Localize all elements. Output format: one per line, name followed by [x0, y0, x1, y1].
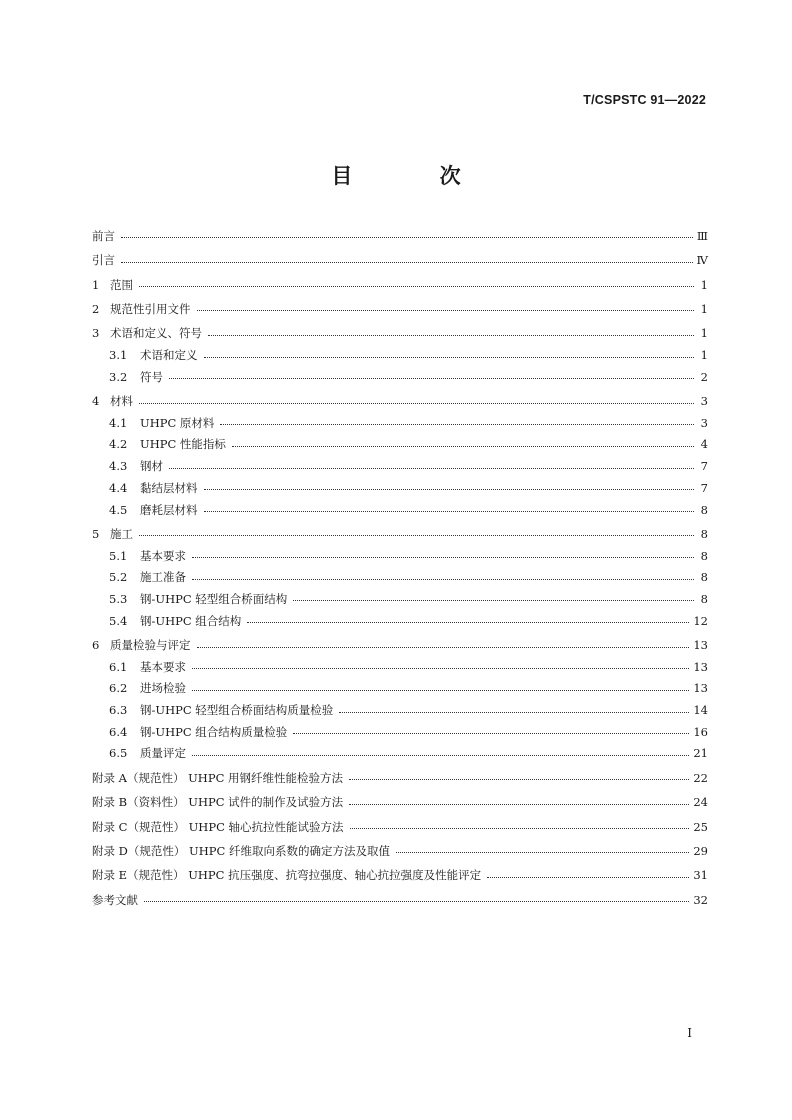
toc-entry-label: 质量评定 — [140, 746, 186, 761]
toc-entry-label: 术语和定义、符号 — [110, 326, 202, 341]
toc-leader-dots — [121, 237, 693, 238]
toc-leader-dots — [144, 901, 689, 902]
toc-entry-label: 钢-UHPC 组合结构 — [140, 613, 242, 628]
toc-entry-page: 32 — [693, 892, 708, 907]
toc-entry[interactable] — [92, 743, 708, 765]
toc-entry-label: UHPC 原材料 — [140, 415, 215, 430]
toc-leader-dots — [139, 403, 694, 404]
toc-entry-label: UHPC 性能指标 — [140, 437, 226, 452]
toc-entry-number: 6.3 — [109, 703, 128, 718]
toc-entry-page: 16 — [693, 724, 708, 739]
toc-entry[interactable] — [92, 767, 708, 789]
toc-leader-dots — [293, 733, 689, 734]
toc-entry-label: 磨耗层材料 — [140, 502, 198, 517]
toc-entry-page: 8 — [700, 502, 708, 517]
toc-leader-dots — [204, 511, 695, 512]
toc-entry-number: 4.2 — [109, 437, 128, 452]
toc-entry-number: 6.5 — [109, 746, 128, 761]
page-title: 目 次 — [331, 164, 501, 188]
toc-entry-label: 引言 — [92, 253, 115, 268]
toc-leader-dots — [247, 622, 689, 623]
toc-entry-label: 符号 — [140, 369, 163, 384]
toc-entry-label: 质量检验与评定 — [110, 638, 191, 653]
toc-leader-dots — [192, 579, 694, 580]
toc-leader-dots — [121, 262, 693, 263]
toc-leader-dots — [169, 468, 694, 469]
toc-entry-number: 2 — [92, 301, 100, 316]
toc-entry[interactable] — [92, 225, 708, 247]
toc-entry[interactable] — [92, 523, 708, 545]
toc-entry-label: 材料 — [110, 394, 133, 409]
toc-entry-page: 13 — [693, 638, 708, 653]
toc-leader-dots — [204, 357, 695, 358]
toc-entry-label: 施工 — [110, 526, 133, 541]
toc-entry[interactable] — [92, 390, 708, 412]
toc-entry-label: 黏结层材料 — [140, 480, 198, 495]
toc-leader-dots — [339, 712, 689, 713]
toc-leader-dots — [350, 828, 690, 829]
toc-entry-label: 术语和定义 — [140, 348, 198, 363]
toc-entry-page: 2 — [700, 369, 708, 384]
toc-entry[interactable] — [92, 249, 708, 271]
toc-entry[interactable] — [92, 678, 708, 700]
toc-leader-dots — [139, 535, 694, 536]
toc-leader-dots — [208, 335, 694, 336]
toc-leader-dots — [396, 852, 689, 853]
toc-entry-page: 14 — [693, 703, 708, 718]
toc-entry-number: 6.1 — [109, 659, 128, 674]
toc-entry-page: 13 — [693, 659, 708, 674]
toc-entry-label: 前言 — [92, 228, 115, 243]
toc-entry-label: 附录 C（规范性） UHPC 轴心抗拉性能试验方法 — [92, 819, 344, 834]
page-number: Ⅰ — [687, 1026, 692, 1040]
toc-entry[interactable] — [92, 889, 708, 911]
toc-entry[interactable] — [92, 840, 708, 862]
toc-entry-page: 3 — [700, 415, 708, 430]
toc-entry-page: 24 — [693, 795, 708, 810]
toc-entry-label: 钢材 — [140, 459, 163, 474]
toc-entry-number: 3.1 — [109, 348, 128, 363]
toc-entry-page: 4 — [700, 437, 708, 452]
toc-entry-page: 8 — [700, 591, 708, 606]
toc-entry[interactable] — [92, 274, 708, 296]
toc-entry-label: 附录 D（规范性） UHPC 纤维取向系数的确定方法及取值 — [92, 843, 390, 858]
toc-entry-label: 参考文献 — [92, 892, 138, 907]
toc-entry-page: 13 — [693, 681, 708, 696]
toc-leader-dots — [192, 557, 694, 558]
toc-leader-dots — [220, 424, 694, 425]
toc-entry[interactable] — [92, 566, 708, 588]
toc-entry[interactable] — [92, 656, 708, 678]
toc-entry-number: 4.1 — [109, 415, 128, 430]
toc-leader-dots — [232, 446, 694, 447]
toc-entry-number: 5.2 — [109, 570, 128, 585]
toc-entry[interactable] — [92, 634, 708, 656]
toc-entry-page: 1 — [700, 348, 708, 363]
toc-entry-page: 3 — [700, 394, 708, 409]
toc-leader-dots — [192, 755, 689, 756]
toc-entry-number: 4.5 — [109, 502, 128, 517]
toc-entry[interactable] — [92, 610, 708, 632]
toc-entry-label: 范围 — [110, 277, 133, 292]
toc-entry-number: 5.4 — [109, 613, 128, 628]
toc-entry-number: 5.1 — [109, 548, 128, 563]
toc-entry-page: 31 — [693, 868, 708, 883]
toc-leader-dots — [197, 647, 690, 648]
toc-entry-number: 4 — [92, 394, 100, 409]
toc-entry-label: 规范性引用文件 — [110, 301, 191, 316]
toc-entry-page: Ⅲ — [696, 228, 708, 243]
toc-leader-dots — [169, 378, 694, 379]
toc-entry[interactable] — [92, 412, 708, 434]
toc-leader-dots — [192, 668, 689, 669]
toc-entry-page: 29 — [693, 843, 708, 858]
toc-entry[interactable] — [92, 865, 708, 887]
toc-leader-dots — [204, 489, 695, 490]
toc-leader-dots — [197, 310, 695, 311]
toc-entry-label: 附录 A（规范性） UHPC 用钢纤维性能检验方法 — [92, 770, 344, 785]
toc-entry-page: 8 — [700, 570, 708, 585]
toc-entry[interactable] — [92, 366, 708, 388]
toc-entry-page: 8 — [700, 526, 708, 541]
toc-entry-number: 6.2 — [109, 681, 128, 696]
toc-entry-number: 3 — [92, 326, 100, 341]
toc-entry[interactable] — [92, 477, 708, 499]
toc-entry-label: 基本要求 — [140, 548, 186, 563]
toc-entry-number: 6.4 — [109, 724, 128, 739]
toc-leader-dots — [139, 286, 694, 287]
toc-entry-number: 4.3 — [109, 459, 128, 474]
toc-entry-label: 附录 E（规范性） UHPC 抗压强度、抗弯拉强度、轴心抗拉强度及性能评定 — [92, 868, 482, 883]
toc-entry[interactable] — [92, 499, 708, 521]
standard-code: T/CSPSTC 91—2022 — [583, 93, 706, 107]
toc-entry-page: 12 — [693, 613, 708, 628]
toc-entry-number: 4.4 — [109, 480, 128, 495]
toc-leader-dots — [349, 779, 689, 780]
toc-entry-label: 钢-UHPC 轻型组合桥面结构质量检验 — [140, 703, 334, 718]
toc-entry[interactable] — [92, 545, 708, 567]
toc-entry-page: 1 — [700, 326, 708, 341]
toc-entry-label: 基本要求 — [140, 659, 186, 674]
toc-entry[interactable] — [92, 455, 708, 477]
toc-entry[interactable] — [92, 699, 708, 721]
toc-entry[interactable] — [92, 323, 708, 345]
toc-entry[interactable] — [92, 816, 708, 838]
toc-entry[interactable] — [92, 298, 708, 320]
toc-entry[interactable] — [92, 344, 708, 366]
toc-entry-number: 6 — [92, 638, 100, 653]
toc-entry-number: 1 — [92, 277, 100, 292]
toc-entry-page: 7 — [700, 480, 708, 495]
toc-leader-dots — [487, 877, 689, 878]
toc-entry[interactable] — [92, 434, 708, 456]
toc-entry-number: 5.3 — [109, 591, 128, 606]
toc-entry-page: 22 — [693, 770, 708, 785]
toc-entry[interactable] — [92, 588, 708, 610]
toc-entry-page: Ⅳ — [696, 253, 708, 268]
toc-entry-number: 3.2 — [109, 369, 128, 384]
toc-entry[interactable] — [92, 721, 708, 743]
toc-entry-label: 钢-UHPC 轻型组合桥面结构 — [140, 591, 288, 606]
toc-entry-label: 进场检验 — [140, 681, 186, 696]
toc-entry-number: 5 — [92, 526, 100, 541]
toc-leader-dots — [293, 600, 694, 601]
toc-entry-page: 1 — [700, 277, 708, 292]
toc-entry-page: 7 — [700, 459, 708, 474]
toc-entry[interactable] — [92, 791, 708, 813]
toc-entry-page: 1 — [700, 301, 708, 316]
toc-entry-page: 21 — [693, 746, 708, 761]
toc-entry-page: 25 — [693, 819, 708, 834]
toc-leader-dots — [349, 804, 689, 805]
toc-entry-label: 施工准备 — [140, 570, 186, 585]
toc-leader-dots — [192, 690, 689, 691]
toc-entry-label: 钢-UHPC 组合结构质量检验 — [140, 724, 288, 739]
toc-entry-page: 8 — [700, 548, 708, 563]
toc-entry-label: 附录 B（资料性） UHPC 试件的制作及试验方法 — [92, 795, 344, 810]
table-of-contents — [92, 225, 708, 911]
